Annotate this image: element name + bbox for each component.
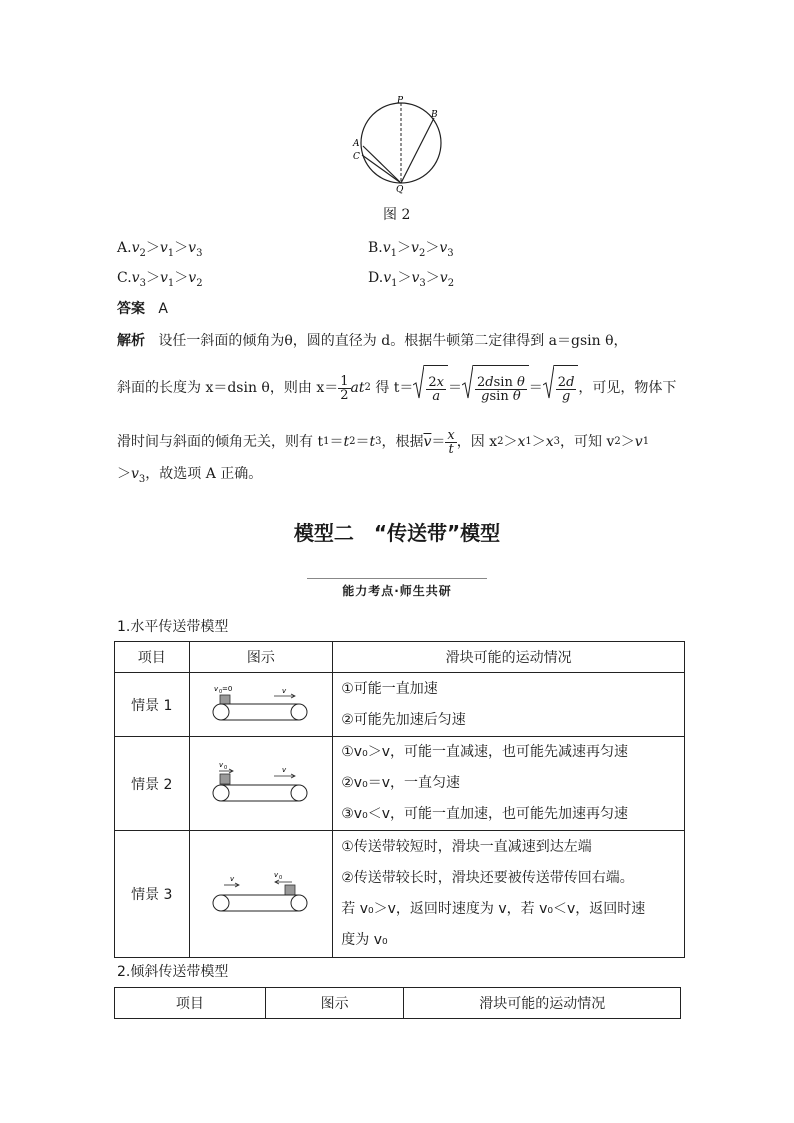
inclined-belt-table [114,987,681,1019]
svg-text:0: 0 [223,764,228,771]
analysis-line-2: 斜面的长度为 x＝dsin θ，则由 x＝ $\frac{1}{2}$ at 2 得 t＝ $\frac{2x}{a}$ ＝ $\frac{\text{2dsin θ}}{\text{gsin θ}}$ ＝ $\frac{2d}{g}$ ，可见，物体下 [117,366,676,410]
point-q-label: Q [396,185,404,195]
svg-text:v: v [213,684,219,693]
scenario-2-diagram [189,737,333,831]
svg-text:0: 0 [278,875,283,881]
svg-text:=0: =0 [221,684,233,693]
analysis-line-4: $>v_3$，故选项 A 正确。 [117,466,263,485]
option-d: $D.v_1>v_3>v_2$ [368,270,455,289]
option-c: $C.v_3>v_1>v_2$ [117,270,203,289]
scenario-2-motion: ①v₀＞v，可能一直减速，也可能先减速再匀速 ②v₀＝v，一直匀速 ③v₀＜v，可能一直加速，也可能先加速再匀速 [333,737,685,831]
table2-header-diagram: 图示 [265,988,404,1019]
svg-text:v: v [281,765,287,774]
table1-header-diagram: 图示 [189,642,333,673]
answer-line [117,299,168,319]
table2-header-item: 项目 [115,988,266,1019]
section-bar-label: 能力考点·师生共研 [342,584,452,598]
analysis-line-1: 解析 设任一斜面的倾角为θ，圆的直径为 d。根据牛顿第二定律得到 a＝gsin θ， [117,333,628,349]
table-row [115,831,685,958]
table1-header-item: 项目 [115,642,190,673]
table-row [115,673,685,737]
belt-diagram-3 [211,870,311,914]
table1-header-motion: 滑块可能的运动情况 [333,642,685,673]
svg-text:0: 0 [218,688,223,695]
scenario-1-label: 情景 1 [115,673,190,737]
analysis-label: 解析 [117,333,145,349]
circle-chords-figure [340,95,460,200]
figure-caption: 图 2 [383,207,411,223]
point-p-label: P [397,96,404,106]
scenario-1-diagram [189,673,333,737]
belt-diagram-1 [211,683,311,723]
scenario-3-diagram [189,831,333,958]
scenario-3-label: 情景 3 [115,831,190,958]
analysis-line-3: 滑时间与斜面的倾角无关，则有 t 1 ＝ t 2 ＝ t 3 ，根据 $\overline{v}$ ＝ $\frac{x}{t}$ ，因 x 2 ＞ x 1 ＞ x 3 ，可知 v 2 ＞ v 1 [117,427,650,457]
point-b-label: B [431,110,438,120]
model-heading: 模型二 “传送带”模型 [293,521,501,545]
svg-text:v: v [218,760,224,769]
belt-diagram-2 [211,760,311,804]
table1-title: 1.水平传送带模型 [117,619,229,635]
scenario-2-label: 情景 2 [115,737,190,831]
answer-label: 答案 [117,301,145,317]
table2-header-motion: 滑块可能的运动情况 [404,988,681,1019]
svg-text:v: v [229,875,235,883]
svg-text:v: v [281,686,287,695]
table2-title: 2.倾斜传送带模型 [117,964,229,980]
point-c-label: C [353,152,360,162]
table-row [115,737,685,831]
scenario-1-motion: ①可能一直加速 ②可能先加速后匀速 [333,673,685,737]
option-b: $B.v_1>v_2>v_3$ [368,240,454,259]
svg-text:v: v [273,871,279,879]
scenario-3-motion: ①传送带较短时，滑块一直减速到达左端 ②传送带较长时，滑块还要被传送带传回右端。 若 v₀＞v，返回时速度为 v，若 v₀＜v，返回时速 度为 v₀ [333,831,685,958]
point-a-label: A [353,139,360,149]
answer-value: A [158,301,168,317]
section-rule [307,578,487,579]
option-a: $A.v_2>v_1>v_3$ [117,240,203,259]
horizontal-belt-table [114,641,685,958]
